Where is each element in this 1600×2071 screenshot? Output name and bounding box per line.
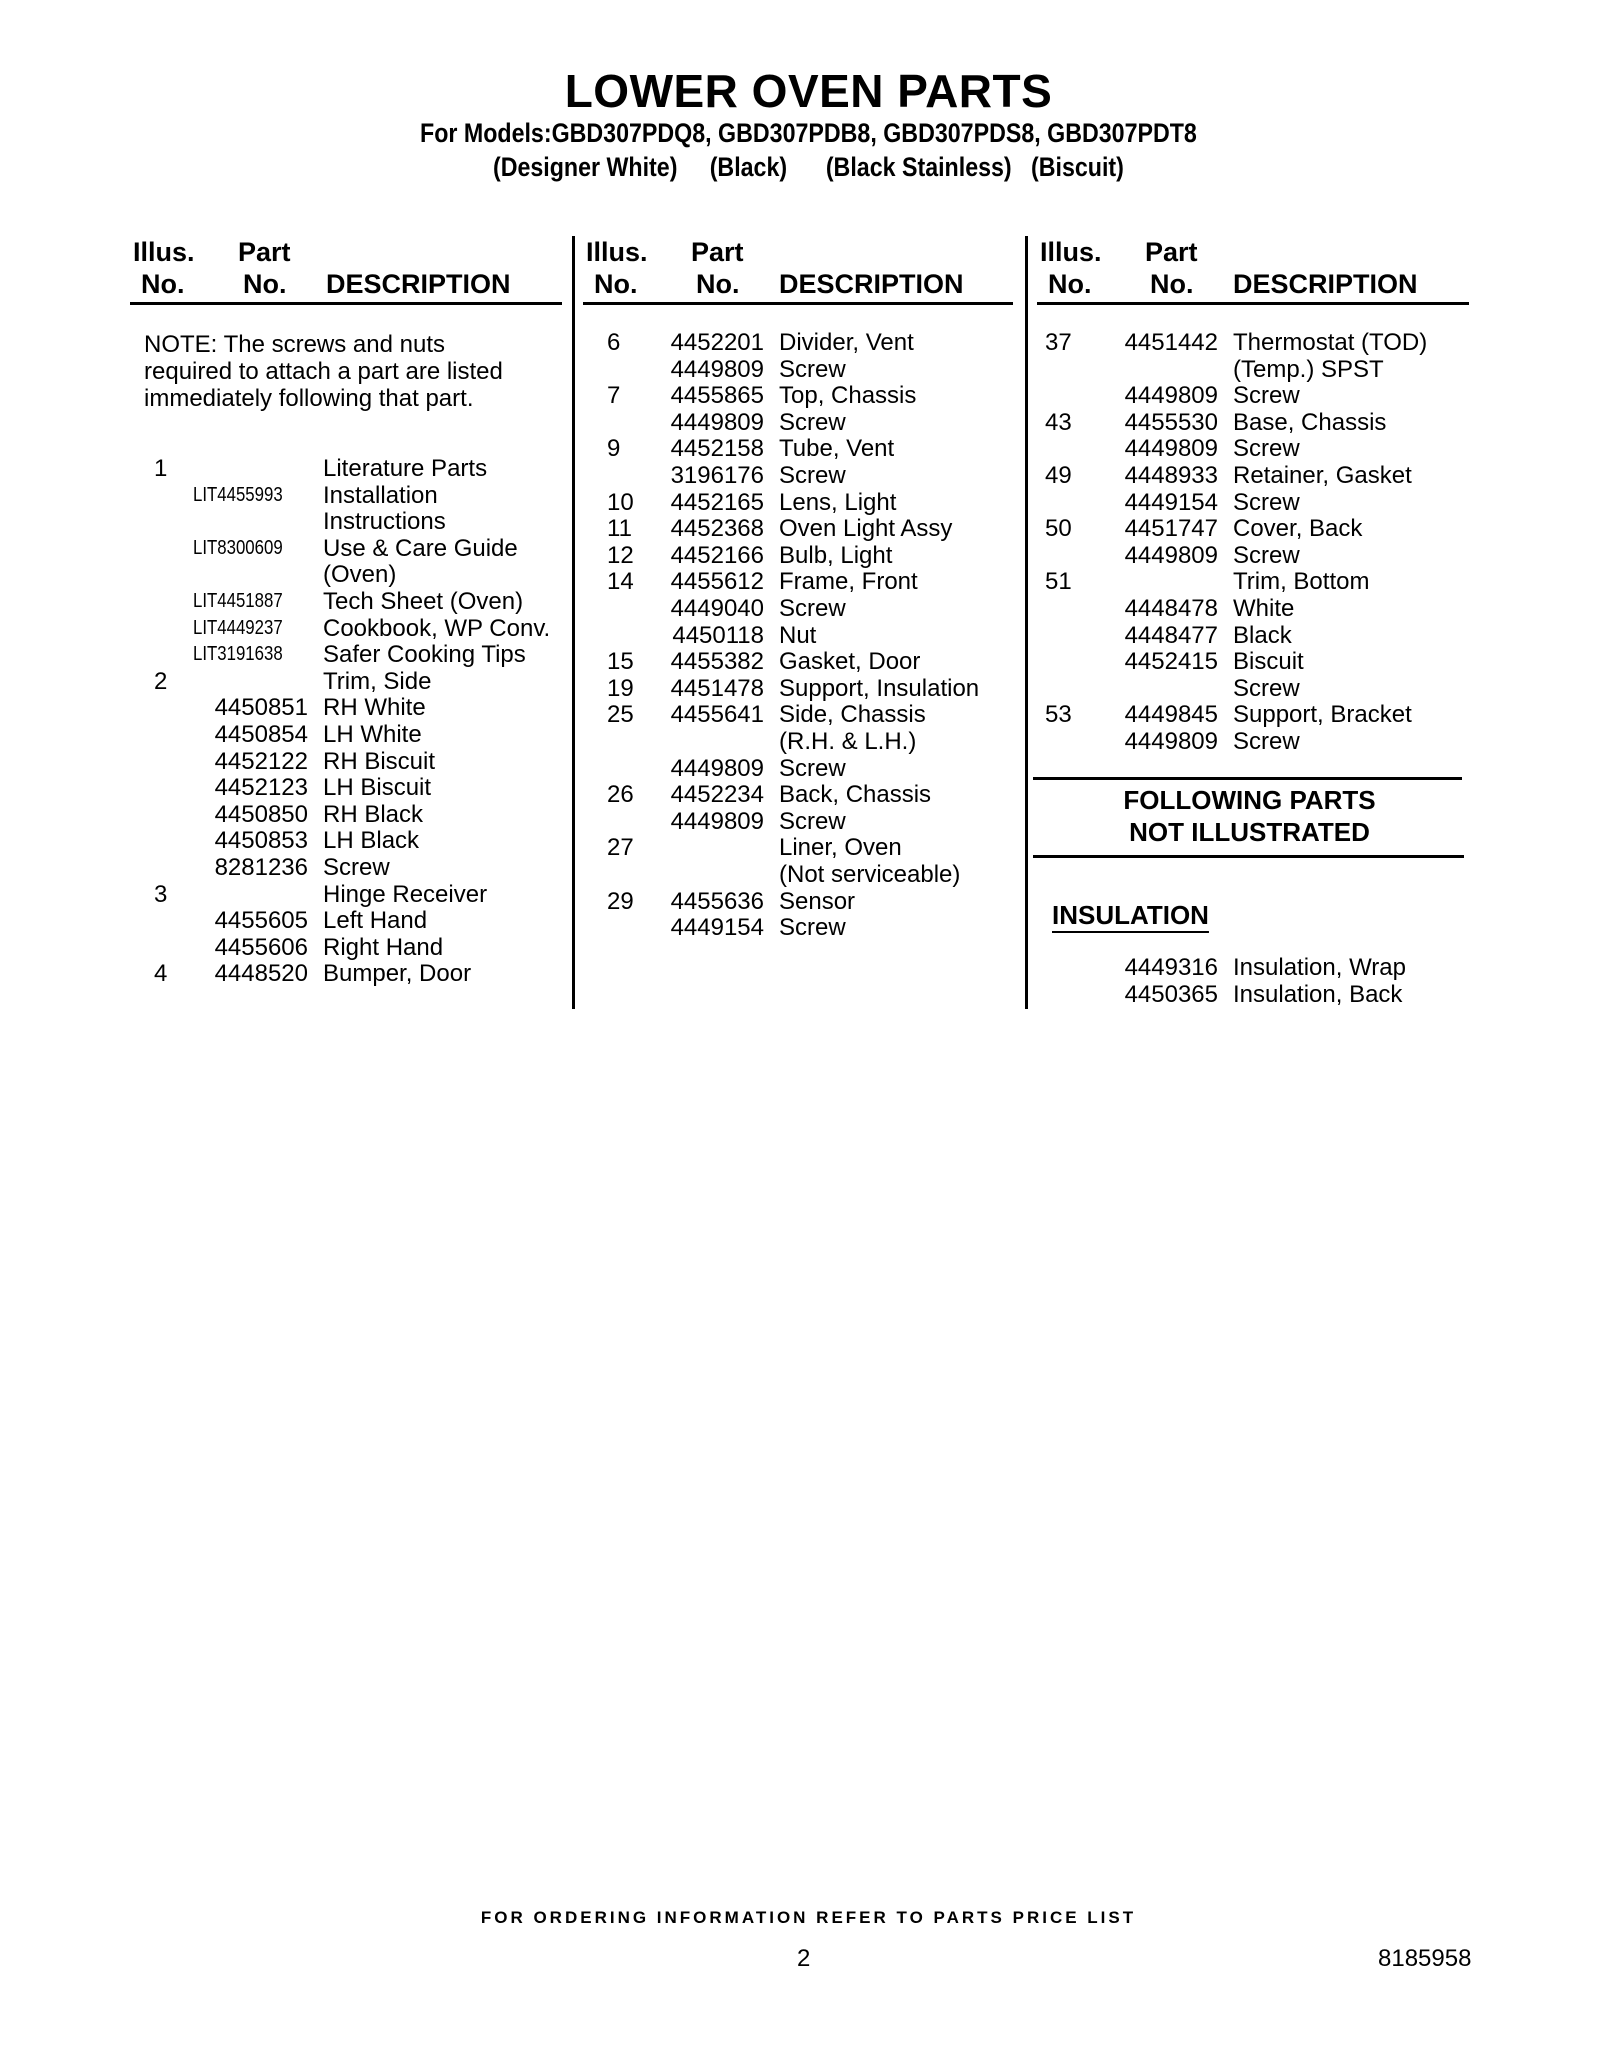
- table-row: [583, 462, 1013, 489]
- table-row: [130, 748, 560, 775]
- part-description: Bumper, Door: [323, 960, 472, 988]
- not-illustrated-line-1: FOLLOWING PARTS: [1123, 785, 1376, 815]
- table-row: [583, 595, 1013, 622]
- part-number: 4452166: [670, 541, 764, 569]
- table-row: [583, 648, 1013, 675]
- part-description: Right Hand: [323, 933, 444, 961]
- part-number: 4452368: [670, 515, 764, 543]
- part-description: Screw: [779, 807, 846, 835]
- part-description: RH Biscuit: [323, 747, 436, 775]
- table-row: [583, 515, 1013, 542]
- header-part: Part: [691, 237, 744, 267]
- illus-number: 43: [1045, 408, 1072, 436]
- part-description: Black: [1233, 621, 1292, 649]
- table-row: [583, 888, 1013, 915]
- part-number: 4449809: [1124, 541, 1218, 569]
- table-row: [1037, 329, 1467, 356]
- table-row: [583, 356, 1013, 383]
- part-description: Literature Parts: [323, 455, 488, 482]
- table-row: [1037, 462, 1467, 489]
- table-row: [1037, 622, 1467, 649]
- table-row: [1037, 542, 1467, 569]
- table-row: [1037, 981, 1467, 1008]
- part-number: 4455612: [670, 568, 764, 596]
- header-description: DESCRIPTION: [779, 269, 964, 299]
- divider-line: [1033, 777, 1462, 780]
- part-number: 4450850: [214, 800, 308, 828]
- column-header: [1037, 236, 1469, 305]
- part-number: 4451442: [1124, 329, 1218, 356]
- part-description: Back, Chassis: [779, 781, 932, 809]
- part-description: RH Black: [323, 800, 424, 828]
- table-row: [130, 535, 560, 562]
- part-number: 3196176: [670, 462, 764, 489]
- parts-column-3: [1037, 236, 1469, 1008]
- table-row: [130, 907, 560, 934]
- part-description: Biscuit: [1233, 648, 1304, 676]
- part-number: 4448520: [214, 960, 308, 988]
- part-number: 4449809: [670, 408, 764, 436]
- illus-number: 25: [607, 701, 634, 729]
- part-number: 4449040: [670, 595, 764, 622]
- part-description: Bulb, Light: [779, 541, 893, 569]
- part-description: LH Black: [323, 827, 420, 855]
- table-row: [583, 861, 1013, 888]
- part-number: LIT4449237: [193, 616, 283, 639]
- colors-line: (Designer White) (Black) (Black Stainless) (Biscuit): [492, 152, 1124, 182]
- part-description: Safer Cooking Tips: [323, 641, 526, 669]
- part-description: Insulation, Wrap: [1233, 954, 1406, 981]
- part-description: Left Hand: [323, 907, 428, 935]
- illus-number: 11: [607, 515, 632, 543]
- table-row: [583, 914, 1013, 941]
- part-description: (Not serviceable): [779, 861, 961, 888]
- part-description: LH White: [323, 721, 422, 748]
- part-number: 4452158: [670, 435, 764, 463]
- part-number: 4450854: [214, 721, 308, 748]
- part-number: 4451747: [1124, 515, 1218, 543]
- part-description: Base, Chassis: [1233, 408, 1387, 436]
- column-divider: [1025, 236, 1028, 1009]
- illus-number: 19: [607, 674, 634, 702]
- part-description: Use & Care Guide: [323, 534, 518, 562]
- part-description: Lens, Light: [779, 488, 897, 516]
- part-description: Screw: [779, 595, 846, 622]
- part-description: Thermostat (TOD): [1233, 329, 1428, 356]
- models-line: For Models:GBD307PDQ8, GBD307PDB8, GBD307PDS8, GBD307PDT8: [420, 118, 1197, 148]
- part-description: Hinge Receiver: [323, 880, 488, 908]
- table-row: [130, 774, 560, 801]
- header-description: DESCRIPTION: [326, 269, 511, 299]
- illus-number: 27: [607, 834, 634, 862]
- table-row: [1037, 728, 1467, 755]
- part-description: Cover, Back: [1233, 515, 1363, 543]
- part-number: 4455641: [670, 701, 764, 729]
- table-row: [130, 482, 560, 509]
- part-description: White: [1233, 595, 1295, 622]
- part-description: Instructions: [323, 508, 446, 536]
- header-illus: Illus.: [1040, 237, 1102, 267]
- table-row: [583, 834, 1013, 861]
- table-row: [1037, 515, 1467, 542]
- illus-number: 37: [1045, 329, 1072, 356]
- table-row: [1037, 568, 1467, 595]
- part-number: LIT4455993: [193, 483, 283, 506]
- table-row: [1037, 701, 1467, 728]
- table-row: [1037, 648, 1467, 675]
- header-description: DESCRIPTION: [1233, 269, 1418, 299]
- header-part-no: No.: [1150, 269, 1194, 299]
- part-description: Sensor: [779, 887, 856, 915]
- column-header: [583, 236, 1013, 305]
- table-row: [583, 542, 1013, 569]
- part-description: Screw: [1233, 728, 1300, 755]
- part-description: Tech Sheet (Oven): [323, 588, 524, 615]
- illus-number: 49: [1045, 462, 1072, 489]
- table-row: [130, 508, 560, 535]
- part-number: LIT4451887: [193, 590, 283, 612]
- part-description: Trim, Bottom: [1233, 568, 1370, 596]
- illus-number: 53: [1045, 701, 1072, 729]
- illus-number: 6: [607, 329, 621, 356]
- part-description: Support, Bracket: [1233, 701, 1412, 729]
- table-row: [583, 489, 1013, 516]
- illus-number: 4: [154, 960, 168, 988]
- part-description: Nut: [779, 621, 817, 649]
- table-row: [1037, 595, 1467, 622]
- table-row: [1037, 409, 1467, 436]
- part-number: LIT3191638: [193, 643, 283, 666]
- part-description: Screw: [1233, 674, 1300, 702]
- part-description: Divider, Vent: [779, 329, 914, 356]
- not-illustrated-line-2: NOT ILLUSTRATED: [1129, 817, 1370, 847]
- table-row: [1037, 356, 1467, 383]
- part-description: RH White: [323, 694, 426, 722]
- part-number: 4451478: [670, 674, 764, 702]
- part-number: 4449809: [670, 355, 764, 383]
- table-row: [130, 881, 560, 908]
- part-number: 4450365: [1124, 981, 1218, 1008]
- part-description: Trim, Side: [323, 667, 432, 695]
- part-description: (R.H. & L.H.): [779, 728, 917, 755]
- part-number: 4452234: [670, 781, 764, 809]
- part-description: Support, Insulation: [779, 674, 980, 702]
- illus-number: 51: [1045, 568, 1072, 596]
- table-row: [130, 827, 560, 854]
- part-description: (Oven): [323, 561, 397, 589]
- part-number: LIT8300609: [193, 536, 283, 559]
- illus-number: 26: [607, 781, 634, 809]
- part-description: Screw: [779, 355, 846, 383]
- part-number: 4452122: [214, 747, 308, 775]
- table-row: [583, 808, 1013, 835]
- header-part: Part: [238, 237, 291, 267]
- part-description: Screw: [1233, 541, 1300, 569]
- page-number: 2: [797, 1945, 811, 1972]
- part-description: Retainer, Gasket: [1233, 462, 1412, 489]
- part-number: 8281236: [214, 854, 308, 881]
- part-description: Screw: [1233, 382, 1300, 410]
- part-description: Screw: [779, 462, 846, 489]
- part-number: 4449845: [1124, 701, 1218, 729]
- part-number: 4449809: [670, 754, 764, 782]
- table-row: [130, 694, 560, 721]
- part-number: 4455530: [1124, 408, 1218, 436]
- table-row: [583, 568, 1013, 595]
- part-description: Liner, Oven: [779, 834, 902, 862]
- table-row: [130, 588, 560, 615]
- illus-number: 15: [607, 648, 634, 676]
- header-part: Part: [1145, 237, 1198, 267]
- part-number: 4452123: [214, 774, 308, 802]
- ordering-note: FOR ORDERING INFORMATION REFER TO PARTS PRICE LIST: [480, 1908, 1137, 1927]
- table-row: [1037, 435, 1467, 462]
- part-number: 4450851: [214, 694, 308, 722]
- part-description: (Temp.) SPST: [1233, 355, 1384, 383]
- insulation-heading: INSULATION: [1052, 900, 1209, 930]
- header-illus: Illus.: [133, 237, 195, 267]
- page-title: LOWER OVEN PARTS: [564, 65, 1053, 117]
- header-part-no: No.: [243, 269, 287, 299]
- column-divider: [572, 236, 575, 1009]
- divider-line: [1033, 855, 1464, 858]
- table-row: [1037, 489, 1467, 516]
- table-row: [130, 668, 560, 695]
- part-number: 4449809: [1124, 435, 1218, 463]
- table-row: [583, 781, 1013, 808]
- part-description: Insulation, Back: [1233, 981, 1403, 1008]
- illus-number: 1: [154, 455, 168, 482]
- part-description: Tube, Vent: [779, 435, 895, 463]
- part-number: 4455605: [214, 907, 308, 935]
- part-number: 4448933: [1124, 462, 1218, 489]
- table-row: [130, 721, 560, 748]
- part-description: Screw: [779, 914, 846, 942]
- part-number: 4448478: [1124, 595, 1218, 622]
- note-text: NOTE: The screws and nuts required to attach a part are listed immediately following that part.: [144, 331, 503, 412]
- part-number: 4455865: [670, 382, 764, 410]
- table-row: [583, 675, 1013, 702]
- illus-number: 2: [154, 667, 168, 695]
- part-number: 4449809: [1124, 728, 1218, 755]
- part-number: 4449154: [670, 914, 764, 942]
- table-row: [583, 329, 1013, 356]
- illus-number: 50: [1045, 515, 1072, 543]
- illus-number: 10: [607, 488, 634, 516]
- part-description: Oven Light Assy: [779, 515, 953, 543]
- illus-number: 9: [607, 435, 621, 463]
- table-row: [130, 641, 560, 668]
- part-description: Frame, Front: [779, 568, 918, 596]
- table-row: [583, 728, 1013, 755]
- table-row: [130, 801, 560, 828]
- table-row: [583, 382, 1013, 409]
- part-description: Side, Chassis: [779, 701, 926, 729]
- table-row: [130, 455, 560, 482]
- not-illustrated-heading: [1037, 784, 1462, 848]
- table-row: [583, 755, 1013, 782]
- part-description: LH Biscuit: [323, 774, 432, 802]
- illus-number: 7: [607, 382, 621, 410]
- illus-number: 14: [607, 568, 634, 596]
- table-row: [583, 435, 1013, 462]
- part-number: 4450853: [214, 827, 308, 855]
- header-illus-no: No.: [594, 269, 638, 299]
- part-number: 4455636: [670, 887, 764, 915]
- header-illus: Illus.: [586, 237, 648, 267]
- header-part-no: No.: [696, 269, 740, 299]
- table-row: [583, 622, 1013, 649]
- parts-column-2: [583, 236, 1013, 942]
- illus-number: 29: [607, 887, 634, 915]
- parts-column-1: [130, 236, 562, 988]
- illus-number: 12: [607, 541, 634, 569]
- part-description: Gasket, Door: [779, 648, 921, 676]
- part-description: Screw: [1233, 435, 1300, 463]
- table-row: [1037, 675, 1467, 702]
- part-number: 4455606: [214, 933, 308, 961]
- part-number: 4448477: [1124, 621, 1218, 649]
- part-description: Cookbook, WP Conv.: [323, 614, 551, 642]
- part-number: 4449154: [1124, 488, 1218, 516]
- table-row: [583, 409, 1013, 436]
- part-description: Screw: [779, 408, 846, 436]
- table-row: [130, 561, 560, 588]
- part-description: Screw: [779, 754, 846, 782]
- document-number: 8185958: [1378, 1945, 1472, 1972]
- table-row: [130, 934, 560, 961]
- part-number: 4452201: [670, 329, 764, 356]
- part-number: 4449809: [1124, 382, 1218, 410]
- table-row: [1037, 382, 1467, 409]
- part-description: Screw: [1233, 488, 1300, 516]
- column-header: [130, 236, 562, 305]
- table-row: [130, 854, 560, 881]
- table-row: [130, 960, 560, 987]
- part-number: 4449809: [670, 807, 764, 835]
- table-row: [583, 701, 1013, 728]
- header-illus-no: No.: [1048, 269, 1092, 299]
- part-description: Screw: [323, 854, 390, 881]
- header-illus-no: No.: [141, 269, 185, 299]
- table-row: [130, 615, 560, 642]
- part-number: 4450118: [672, 621, 764, 649]
- table-row: [1037, 954, 1467, 981]
- part-number: 4452415: [1124, 648, 1218, 676]
- part-description: Top, Chassis: [779, 382, 917, 410]
- part-description: Installation: [323, 481, 438, 509]
- part-number: 4452165: [670, 488, 764, 516]
- illus-number: 3: [154, 880, 168, 908]
- part-number: 4455382: [670, 648, 764, 676]
- part-number: 4449316: [1124, 954, 1218, 981]
